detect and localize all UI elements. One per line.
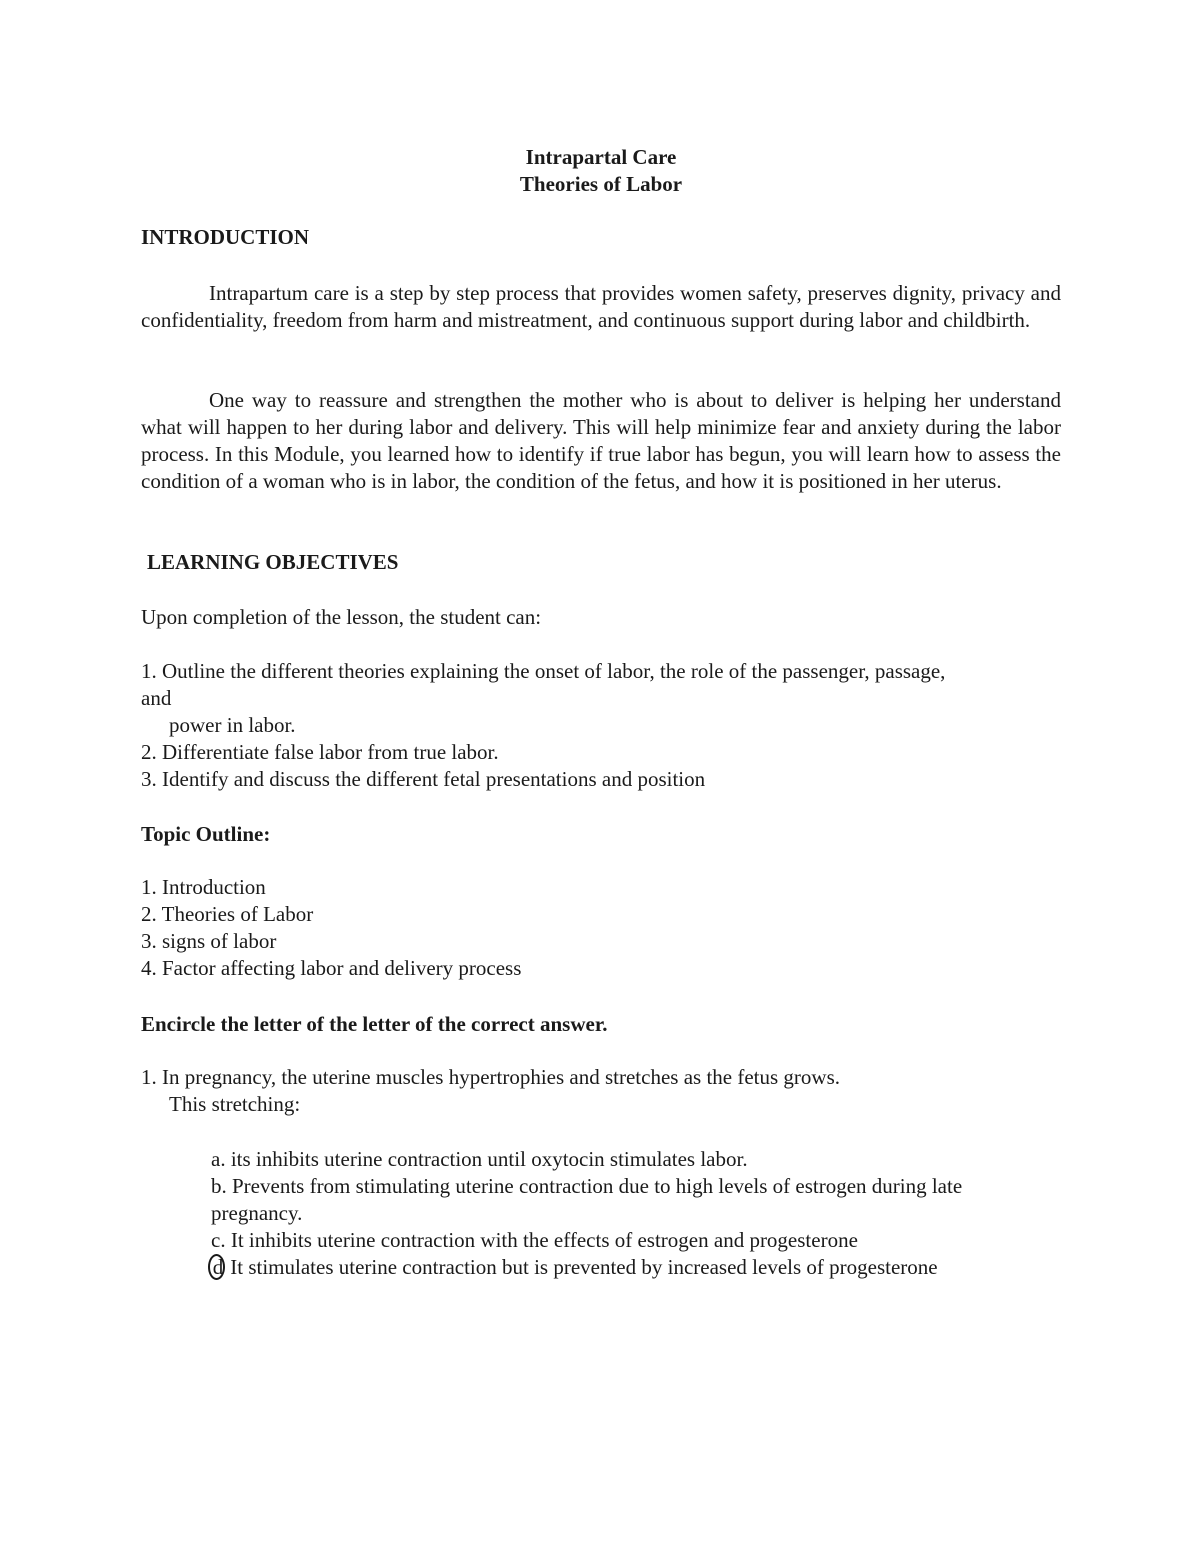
choice-d-letter: d — [212, 1255, 224, 1279]
objectives-lead: Upon completion of the lesson, the student can: — [141, 605, 542, 629]
objectives-list — [141, 658, 1061, 793]
introduction-paragraph-2: One way to reassure and strengthen the mother who is about to deliver is helping her understand what will happen to her during labor and delivery. This will help minimize fear and anxiety during the labor process. In this Module, you learned how to identify if true labor has begun, you will learn how to assess the condition of a woman who is in labor, the condition of the fetus, and how it is positioned in her uterus. — [141, 388, 1061, 493]
objective-1-line-2: and — [141, 686, 172, 710]
choice-c: c. It inhibits uterine contraction with the effects of estrogen and progesterone — [211, 1228, 858, 1252]
choice-b-line-2: pregnancy. — [211, 1201, 303, 1225]
question-1-stem-line-1: 1. In pregnancy, the uterine muscles hypertrophies and stretches as the fetus grows. — [141, 1065, 841, 1089]
quiz-instruction: Encircle the letter of the letter of the correct answer. — [141, 1012, 608, 1036]
introduction-paragraph-1: Intrapartum care is a step by step process that provides women safety, preserves dignity, privacy and confidentiality, freedom from harm and mistreatment, and continuous support during labor and childbirth. — [141, 281, 1061, 332]
introduction-heading: INTRODUCTION — [141, 225, 310, 249]
title-line-2: Theories of Labor — [519, 172, 683, 196]
topic-item: 2. Theories of Labor — [141, 902, 314, 926]
title-line-1: Intrapartal Care — [525, 145, 677, 169]
topic-item: 1. Introduction — [141, 875, 266, 899]
learning-objectives-heading: LEARNING OBJECTIVES — [147, 550, 399, 574]
question-1 — [141, 1064, 1061, 1118]
objective-2: 2. Differentiate false labor from true labor. — [141, 740, 499, 764]
question-1-stem-line-2: This stretching: — [169, 1092, 301, 1116]
question-1-choices — [211, 1146, 1061, 1281]
choice-d — [211, 1254, 1061, 1281]
objective-1-line-1: 1. Outline the different theories explaining the onset of labor, the role of the passenger, passage, — [141, 659, 946, 683]
choice-a: a. its inhibits uterine contraction until oxytocin stimulates labor. — [211, 1147, 748, 1171]
topic-outline-list — [141, 874, 1061, 982]
objective-3: 3. Identify and discuss the different fetal presentations and position — [141, 767, 706, 791]
objective-1-line-3: power in labor. — [169, 713, 296, 737]
topic-outline-heading: Topic Outline: — [141, 822, 271, 846]
topic-item: 4. Factor affecting labor and delivery process — [141, 956, 522, 980]
topic-item: 3. signs of labor — [141, 929, 277, 953]
choice-b-line-1: b. Prevents from stimulating uterine contraction due to high levels of estrogen during late — [211, 1174, 963, 1198]
answer-circle-mark — [208, 1254, 225, 1280]
choice-d-letter-circled — [211, 1254, 225, 1281]
choice-d-text: It stimulates uterine contraction but is prevented by increased levels of progesterone — [225, 1255, 938, 1279]
document-title — [141, 144, 1061, 198]
